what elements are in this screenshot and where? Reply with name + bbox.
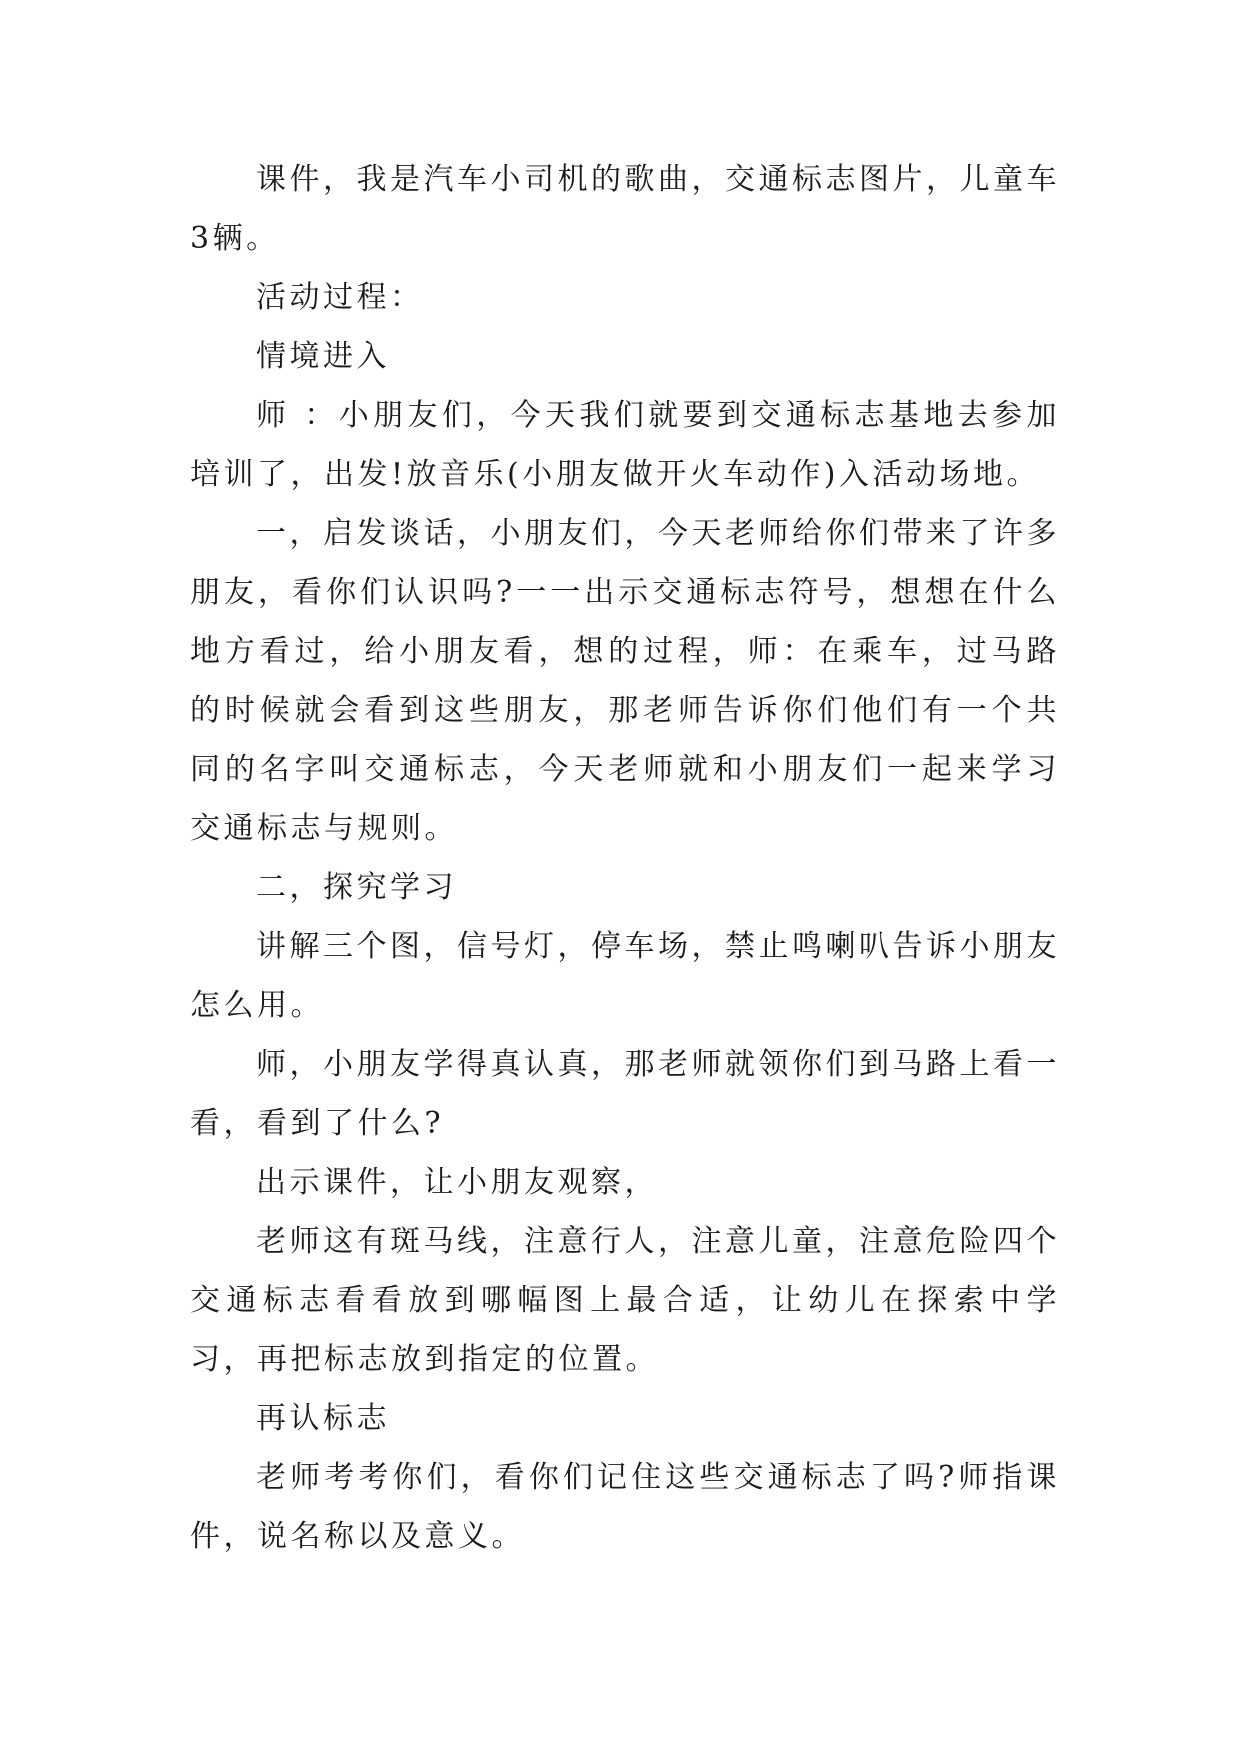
paragraph-teacher-intro: 师 ：小朋友们，今天我们就要到交通标志基地去参加培训了，出发!放音乐(小朋友做开火车动作)入活动场地。 bbox=[190, 398, 1060, 492]
paragraph-step-one: 一，启发谈话，小朋友们，今天老师给你们带来了许多朋友，看你们认识吗?一一出示交通标志符号，想想在什么地方看过，给小朋友看，想的过程，师：在乘车，过马路的时候就会看到这些朋友，那老师告诉你们他们有一个共同的名字叫交通标志，今天老师就和小朋友们一起来学习交通标志与规则。 bbox=[190, 516, 1060, 846]
paragraph-road-visit: 师，小朋友学得真认真，那老师就领你们到马路上看一看，看到了什么? bbox=[190, 1047, 1060, 1141]
paragraph-show-courseware: 出示课件，让小朋友观察， bbox=[256, 1165, 658, 1200]
paragraph-scenario-entry: 情境进入 bbox=[256, 339, 390, 374]
paragraph-activity-process: 活动过程： bbox=[256, 280, 424, 315]
paragraph-explain-signs: 讲解三个图，信号灯，停车场，禁止鸣喇叭告诉小朋友怎么用。 bbox=[190, 929, 1060, 1023]
paragraph-step-two-heading: 二，探究学习 bbox=[256, 870, 457, 905]
paragraph-materials: 课件，我是汽车小司机的歌曲，交通标志图片，儿童车3辆。 bbox=[190, 162, 1060, 256]
document-body bbox=[190, 150, 1060, 1566]
paragraph-quiz: 老师考考你们，看你们记住这些交通标志了吗?师指课件，说名称以及意义。 bbox=[190, 1460, 1060, 1554]
paragraph-recognize-again: 再认标志 bbox=[256, 1401, 390, 1436]
paragraph-place-signs: 老师这有斑马线，注意行人，注意儿童，注意危险四个交通标志看看放到哪幅图上最合适，让幼儿在探索中学习，再把标志放到指定的位置。 bbox=[190, 1224, 1060, 1377]
